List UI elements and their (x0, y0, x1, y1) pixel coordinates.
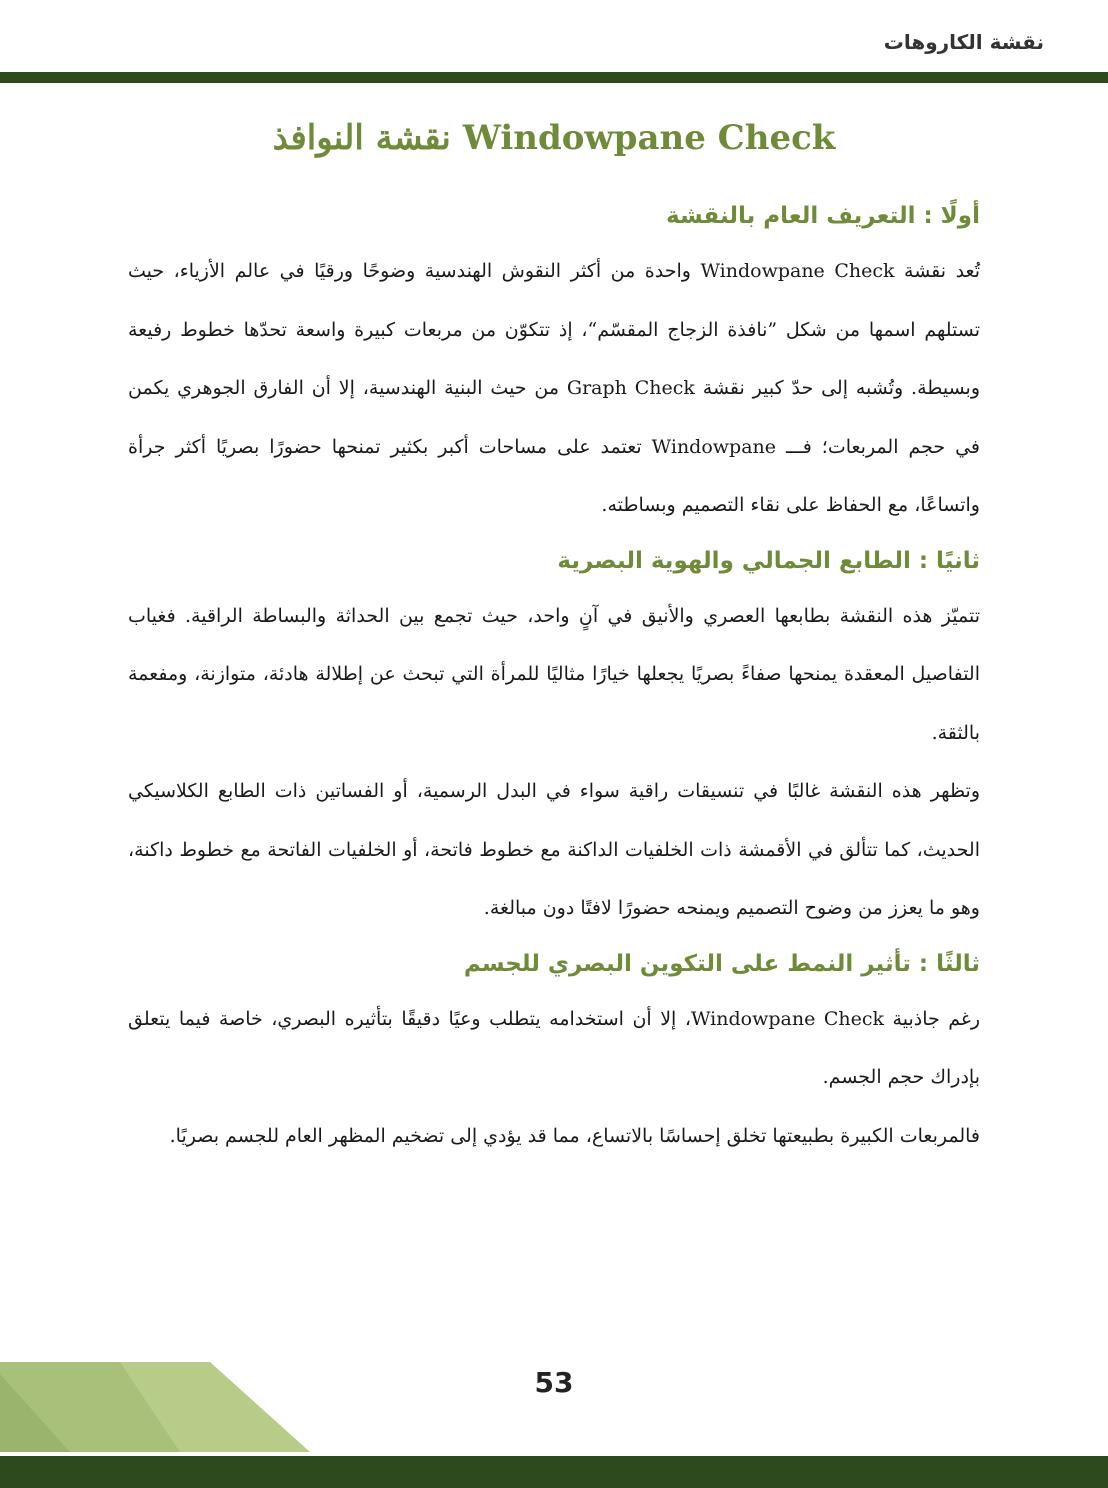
section-heading-2: ثانيًا : الطابع الجمالي والهوية البصرية (557, 547, 980, 574)
top-rule (0, 72, 1108, 83)
section-heading-3: ثالثًا : تأثير النمط على التكوين البصري للجسم (463, 950, 980, 977)
page-number: 53 (534, 1366, 574, 1399)
section-1-paragraph-1: تُعد نقشة Windowpane Check واحدة من أكثر النقوش الهندسية وضوحًا ورقيًا في عالم الأزياء، حيث تستلهم اسمها من شكل ”نافذة الزجاج المقسّم“، إذ تتكوّن من مربعات كبيرة واسعة تحدّها خطوط رفيعة وبسيطة. وتُشبه إلى حدّ كبير نقشة Graph Check من حيث البنية الهندسية، إلا أن الفارق الجوهري يكمن في حجم المربعات؛ فـــ Windowpane تعتمد على مساحات أكبر بكثير تمنحها حضورًا بصريًا أكثر جرأة واتساعًا، مع الحفاظ على نقاء التصميم وبساطته. (128, 260, 981, 516)
page-title: نقشة النوافذ Windowpane Check (272, 118, 836, 158)
section-heading-1: أولًا : التعريف العام بالنقشة (666, 203, 980, 229)
section-2-paragraph-1: تتميّز هذه النقشة بطابعها العصري والأنيق في آنٍ واحد، حيث تجمع بين الحداثة والبساطة الراقية. فغياب التفاصيل المعقدة يمنحها صفاءً بصريًا يجعلها خيارًا مثاليًا للمرأة التي تبحث عن إطلالة هادئة، متوازنة، ومفعمة بالثقة. (128, 604, 980, 744)
section-2-paragraph-2: وتظهر هذه النقشة غالبًا في تنسيقات راقية سواء في البدل الرسمية، أو الفساتين ذات الطابع الكلاسيكي الحديث، كما تتألق في الأقمشة ذات الخلفيات الداكنة مع خطوط فاتحة، أو الخلفيات الفاتحة مع خطوط داكنة، وهو ما يعزز من وضوح التصميم ويمنحه حضورًا لافتًا دون مبالغة. (128, 780, 980, 919)
section-3-paragraph-2: فالمربعات الكبيرة بطبيعتها تخلق إحساسًا بالاتساع، مما قد يؤدي إلى تضخيم المظهر العام للجسم بصريًا. (169, 1124, 980, 1147)
section-3-paragraph-1: رغم جاذبية Windowpane Check، إلا أن استخدامه يتطلب وعيًا دقيقًا بتأثيره البصري، خاصة فيما يتعلق بإدراك حجم الجسم. (128, 1007, 980, 1088)
bottom-rule (0, 1456, 1108, 1488)
running-head-title: نقشة الكاروهات (883, 30, 1044, 54)
body-content (128, 190, 980, 1165)
